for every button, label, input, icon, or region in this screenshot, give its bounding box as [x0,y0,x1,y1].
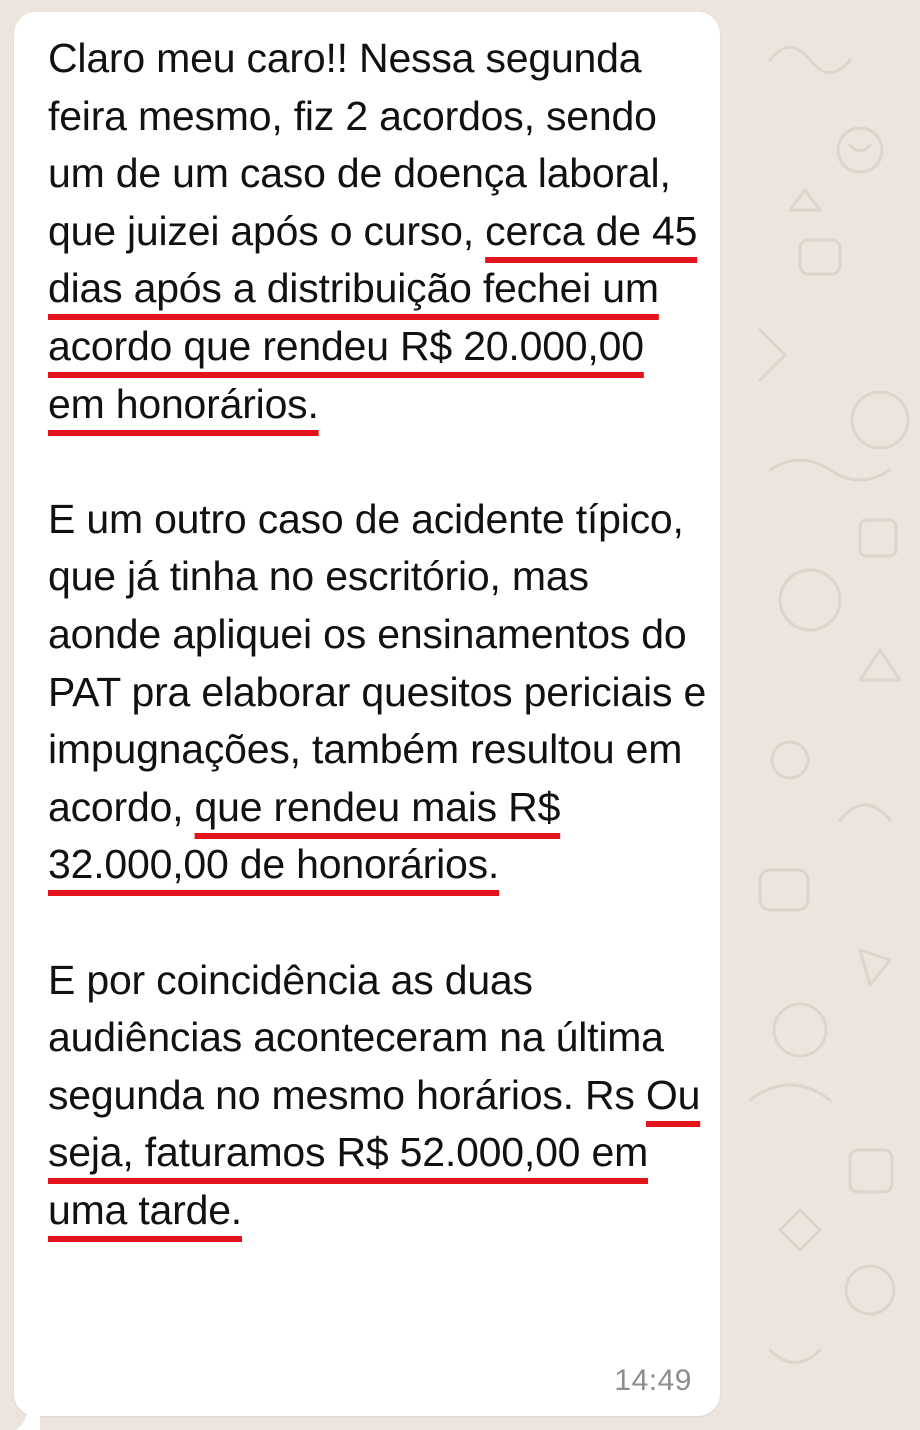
message-timestamp: 14:49 [614,1364,692,1397]
message-text [48,30,708,1239]
underlined-highlight: que rendeu mais R$ 32.000,00 de honorários. [48,783,561,888]
message-text-segment: E por coincidência as duas audiências aconteceram na última segunda no mesmo horários. Rs [48,956,664,1118]
message-text-segment: Claro meu caro!! Nessa segunda feira mesmo, fiz 2 acordos, sendo um de um caso de doença laboral, que juizei após o curso, [48,35,671,254]
underlined-highlight: cerca de 45 dias após a distribuição fechei um acordo que rendeu R$ 20.000,00 em honorários. [48,207,698,427]
message-paragraph-2 [48,491,708,894]
message-text-segment: E um outro caso de acidente típico, que já tinha no escritório, mas aonde apliquei os ensinamentos do PAT pra elaborar quesitos periciais e impugnações, também resultou em acordo, [48,495,707,830]
message-paragraph-3 [48,952,708,1240]
message-paragraph-1 [48,30,708,433]
incoming-message-bubble[interactable] [14,12,720,1416]
bubble-tail [14,1404,40,1430]
underlined-highlight: Ou seja, faturamos R$ 52.000,00 em uma tarde. [48,1071,701,1233]
